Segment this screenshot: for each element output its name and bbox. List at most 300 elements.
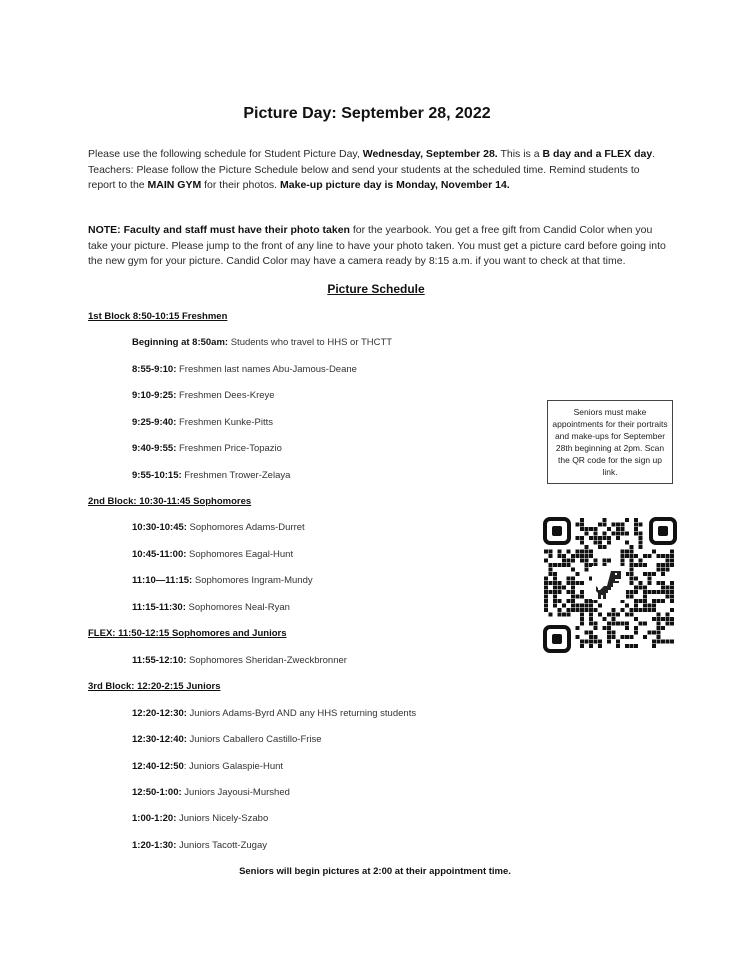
row-desc: Freshmen last names Abu-Jamous-Deane [176,364,357,375]
qr-module [589,554,593,558]
qr-module [634,599,638,603]
qr-module [585,532,589,536]
qr-module [621,635,625,639]
qr-module [630,545,634,549]
row-desc: Juniors Nicely-Szabo [176,813,269,824]
schedule-row [132,364,357,375]
qr-module [621,554,625,558]
qr-module [661,563,665,567]
qr-module [598,545,602,549]
qr-module [589,640,593,644]
qr-module [558,554,562,558]
intro-text: Please use the following schedule for Student Picture Day, [88,148,363,160]
qr-module [558,586,562,590]
qr-module [580,640,584,644]
qr-module [670,559,674,563]
row-desc: Juniors Jayousi-Murshed [181,787,290,798]
qr-module [639,532,643,536]
intro-paragraph [88,147,668,194]
qr-module [648,590,652,594]
qr-module [639,523,643,527]
qr-module [607,527,611,531]
row-desc: Juniors Caballero Castillo-Frise [186,734,322,745]
qr-module [580,622,584,626]
qr-module [670,563,674,567]
qr-module [567,577,571,581]
intro-text: . Teachers: Please follow the Picture Schedule below and send your students at the scheduled time. Remind students to report to the [88,148,656,191]
qr-module [585,640,589,644]
qr-module [634,604,638,608]
qr-module [580,608,584,612]
qr-module [571,586,575,590]
note-text: for the yearbook. You get a free gift from Candid Color when you take your picture. Please jump to the front of any line to have your photo taken. You must get a picture card before going into the new gym for your picture. Candid Color may have a camera ready by 8:15 a.m. if you want to check at that time. [88,224,666,267]
row-time: 11:15-11:30: [132,602,186,613]
qr-module [666,563,670,567]
qr-module [585,554,589,558]
qr-module [594,626,598,630]
qr-module [594,608,598,612]
qr-module [580,604,584,608]
qr-module [558,590,562,594]
qr-module [616,640,620,644]
row-desc: Sophomores Sheridan-Zweckbronner [186,655,347,666]
qr-module [571,554,575,558]
qr-module [657,554,661,558]
qr-module [666,640,670,644]
qr-module [553,581,557,585]
qr-module [657,617,661,621]
qr-module [598,613,602,617]
qr-module [625,622,629,626]
qr-module [607,541,611,545]
qr-module [607,626,611,630]
qr-module [643,586,647,590]
qr-code-icon[interactable] [543,517,677,653]
qr-module [567,550,571,554]
qr-module [630,568,634,572]
qr-module [549,590,553,594]
qr-module [558,613,562,617]
faculty-note [88,223,668,270]
qr-module [657,635,661,639]
qr-module [544,604,548,608]
qr-module [639,622,643,626]
qr-module [558,563,562,567]
qr-module [589,644,593,648]
qr-module [657,622,661,626]
row-desc: Sophomores Adams-Durret [186,522,305,533]
qr-module [567,559,571,563]
row-desc: Freshmen Kunke-Pitts [176,417,273,428]
qr-module [643,572,647,576]
schedule-row [132,840,267,851]
qr-module [544,608,548,612]
qr-module [553,604,557,608]
qr-module [621,532,625,536]
qr-module [589,631,593,635]
qr-module [652,590,656,594]
qr-module [634,626,638,630]
qr-module [585,527,589,531]
qr-module [603,518,607,522]
qr-module [544,590,548,594]
qr-module [634,608,638,612]
schedule-row [132,813,268,824]
qr-module [576,608,580,612]
qr-module [666,595,670,599]
row-time: 12:40-12:50 [132,761,184,772]
schedule-row [132,787,290,798]
qr-module [553,572,557,576]
qr-module [666,613,670,617]
qr-module [594,536,598,540]
schedule-row [132,602,290,613]
qr-module [580,559,584,563]
row-desc: Juniors Tacott-Zugay [176,840,268,851]
qr-module [544,550,548,554]
qr-module [634,554,638,558]
qr-module [567,613,571,617]
schedule-row [132,470,290,481]
qr-module [625,554,629,558]
qr-module [639,608,643,612]
qr-module [594,635,598,639]
qr-module [634,590,638,594]
qr-module [666,568,670,572]
qr-module [616,536,620,540]
qr-module [562,559,566,563]
qr-module [589,635,593,639]
qr-module [661,617,665,621]
qr-module [549,572,553,576]
qr-module [657,568,661,572]
qr-module [612,608,616,612]
qr-module [576,604,580,608]
qr-module [661,581,665,585]
qr-module [580,590,584,594]
qr-module [571,581,575,585]
qr-module [594,640,598,644]
qr-module [603,545,607,549]
qr-module [625,635,629,639]
qr-module [607,631,611,635]
qr-module [621,550,625,554]
qr-module [544,577,548,581]
qr-module [594,541,598,545]
schedule-row [132,655,347,666]
row-desc: : Juniors Galaspie-Hunt [183,761,284,772]
qr-module [661,599,665,603]
qr-module [630,608,634,612]
qr-module [643,608,647,612]
qr-module [607,640,611,644]
qr-module [594,532,598,536]
qr-module [630,572,634,576]
schedule-row [132,761,283,772]
qr-module [657,640,661,644]
qr-module [616,644,620,648]
qr-module [544,559,548,563]
qr-module [612,622,616,626]
qr-module [580,536,584,540]
qr-module [571,599,575,603]
qr-module [562,604,566,608]
qr-module [594,527,598,531]
schedule-row [132,734,322,745]
intro-makeup-day: Make-up picture day is Monday, November 14. [280,179,510,191]
qr-module [612,631,616,635]
qr-module [666,586,670,590]
qr-module [625,644,629,648]
qr-module [562,586,566,590]
qr-module [621,622,625,626]
qr-module [670,550,674,554]
qr-module [598,541,602,545]
qr-module [652,604,656,608]
qr-module [634,563,638,567]
qr-module [580,554,584,558]
row-time: 9:55-10:15: [132,470,182,481]
qr-module [553,577,557,581]
qr-module [648,604,652,608]
qr-module [670,640,674,644]
qr-module [621,559,625,563]
qr-module [553,599,557,603]
qr-module [643,554,647,558]
qr-module [612,532,616,536]
qr-module [549,613,553,617]
qr-module [648,577,652,581]
qr-module [657,626,661,630]
qr-module [630,563,634,567]
qr-module [598,644,602,648]
qr-module [603,617,607,621]
qr-module [589,604,593,608]
qr-module [648,581,652,585]
qr-module [585,550,589,554]
qr-module [652,631,656,635]
dinosaur-icon [592,566,626,600]
qr-module [558,581,562,585]
qr-module [589,617,593,621]
row-desc: Freshmen Price-Topazio [176,443,282,454]
qr-module [670,581,674,585]
qr-module [576,635,580,639]
qr-module [625,613,629,617]
qr-module [643,635,647,639]
qr-module [612,613,616,617]
qr-module [580,541,584,545]
qr-module [607,559,611,563]
qr-module [639,586,643,590]
qr-module [657,590,661,594]
intro-date: Wednesday, September 28. [362,148,498,160]
qr-module [589,622,593,626]
qr-module [670,586,674,590]
qr-module [567,599,571,603]
qr-module [603,626,607,630]
qr-module [634,527,638,531]
row-desc: Juniors Adams-Byrd AND any HHS returning students [186,708,417,719]
row-desc: Sophomores Ingram-Mundy [192,575,313,586]
qr-module [643,604,647,608]
row-time: 12:50-1:00: [132,787,182,798]
qr-module [589,527,593,531]
qr-module [580,518,584,522]
qr-module [634,523,638,527]
qr-module [571,608,575,612]
qr-module [625,550,629,554]
qr-module [630,635,634,639]
qr-module [634,518,638,522]
qr-module [648,572,652,576]
qr-module [630,577,634,581]
qr-module [652,608,656,612]
schedule-row [132,549,293,560]
qr-module [607,536,611,540]
qr-module [585,604,589,608]
qr-module [580,644,584,648]
qr-module [630,644,634,648]
qr-module [544,595,548,599]
qr-module [661,554,665,558]
intro-text: This is a [497,148,543,160]
qr-module [580,595,584,599]
qr-module [562,554,566,558]
qr-module [576,595,580,599]
qr-module [567,590,571,594]
qr-module [630,550,634,554]
qr-module [544,586,548,590]
qr-module [571,559,575,563]
qr-module [567,563,571,567]
qr-module [553,590,557,594]
qr-module [630,581,634,585]
qr-module [598,523,602,527]
qr-module [634,577,638,581]
row-time: 11:10—11:15: [132,575,193,586]
qr-module [616,527,620,531]
qr-module [567,608,571,612]
qr-module [639,545,643,549]
row-time: 12:30-12:40: [132,734,187,745]
qr-module [585,545,589,549]
block-heading: FLEX: 11:50-12:15 Sophomores and Juniors [88,628,287,639]
row-time: 1:20-1:30: [132,840,177,851]
qr-module [670,622,674,626]
qr-module [670,599,674,603]
row-time: 9:40-9:55: [132,443,177,454]
qr-module [639,599,643,603]
qr-module [666,617,670,621]
qr-module [625,626,629,630]
qr-module [630,590,634,594]
qr-module [562,613,566,617]
qr-module [612,617,616,621]
qr-module [630,559,634,563]
qr-module [589,536,593,540]
qr-module [549,550,553,554]
qr-module [634,631,638,635]
qr-module [639,563,643,567]
schedule-row [132,575,313,586]
schedule-row [132,522,305,533]
qr-module [589,613,593,617]
row-time: 12:20-12:30: [132,708,187,719]
qr-module [634,644,638,648]
qr-module [661,586,665,590]
qr-module [666,622,670,626]
qr-module [607,613,611,617]
qr-module [549,554,553,558]
qr-module [639,536,643,540]
qr-module [652,644,656,648]
qr-module [643,599,647,603]
qr-module [652,617,656,621]
qr-module [585,563,589,567]
qr-module [670,554,674,558]
qr-module [585,608,589,612]
qr-module [652,550,656,554]
qr-module [571,595,575,599]
qr-module [634,532,638,536]
row-time: 8:55-9:10: [132,364,177,375]
qr-module [549,568,553,572]
qr-module [576,523,580,527]
qr-module [648,631,652,635]
qr-module [666,554,670,558]
qr-module [661,572,665,576]
qr-module [576,581,580,585]
qr-module [643,595,647,599]
row-desc: Freshmen Trower-Zelaya [181,470,291,481]
qr-module [603,536,607,540]
qr-module [603,532,607,536]
qr-module [643,590,647,594]
row-time: 9:25-9:40: [132,417,177,428]
schedule-row [132,417,273,428]
qr-module [625,541,629,545]
qr-module [639,541,643,545]
qr-module [612,523,616,527]
row-time: Beginning at 8:50am: [132,337,229,348]
qr-module [661,640,665,644]
schedule-row [132,390,275,401]
qr-module [630,554,634,558]
qr-module [657,581,661,585]
qr-module [576,626,580,630]
qr-module [643,563,647,567]
qr-module [657,599,661,603]
qr-module [607,635,611,639]
qr-module [549,563,553,567]
qr-module [598,604,602,608]
row-desc: Students who travel to HHS or THCTT [228,337,393,348]
intro-text: for their photos. [201,179,281,191]
qr-module [571,568,575,572]
block-heading: 1st Block 8:50-10:15 Freshmen [88,311,228,322]
qr-module [621,523,625,527]
schedule-row [132,337,392,348]
qr-module [666,590,670,594]
qr-module [585,599,589,603]
qr-module [589,608,593,612]
qr-module [571,577,575,581]
block-heading: 2nd Block: 10:30-11:45 Sophomores [88,496,252,507]
qr-module [571,590,575,594]
intro-day-type: B day and a FLEX day [542,148,653,160]
qr-module [657,563,661,567]
